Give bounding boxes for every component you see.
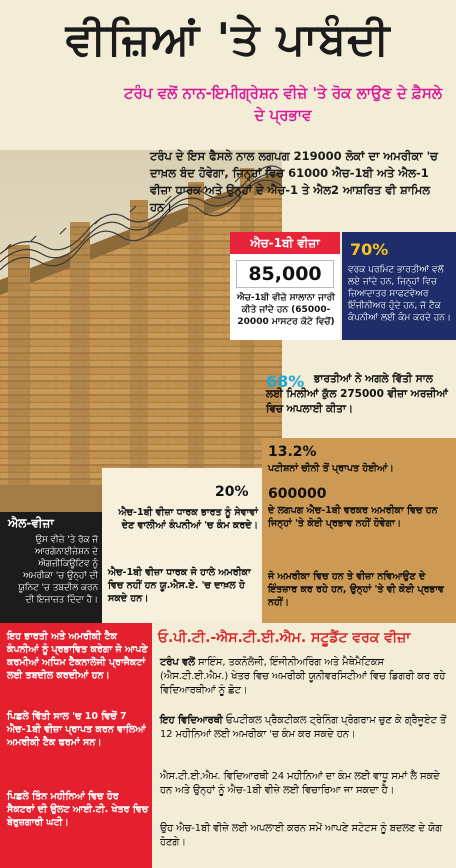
page-title: ਵੀਜ਼ਿਆਂ 'ਤੇ ਪਾਬੰਦੀ [65, 14, 391, 65]
page-subtitle: ਟਰੰਪ ਵਲੋਂ ਨਾਨ-ਇਮੀਗ੍ਰੇਸ਼ਨ ਵੀਜ਼ੇ 'ਤੇ ਰੋਕ ਲਾਉਣ ਦੇ ਫ਼ੈਸਲੇ ਦੇ ਪ੍ਰਭਾਵ [123, 84, 443, 124]
stat-70-description: ਵਰਕ ਪਰਮਿਟ ਭਾਰਤੀਆਂ ਵਲੋਂ ਲਏ ਜਾਂਦੇ ਹਨ, ਜਿਨ੍ਹਾਂ ਵਿਚ ਜ਼ਿਆਦਾਤਰ ਸਾਫਟਵੇਅਰ ਇੰਜੀਨੀਅਰ ਹੁੰਦੇ ਹਨ, ਜੋ ਟੈਕ ਕੰਪਨੀਆਂ ਲਈ ਕੰਮ ਕਰਦੇ ਹਨ। [348, 265, 451, 323]
stat-13-description: ਪਟੀਸ਼ਨਾਂ ਚੀਨੀ ਤੋਂ ਪ੍ਰਾਪਤ ਹੋਈਆਂ। [268, 463, 394, 474]
stat-68-description: ਭਾਰਤੀਆਂ ਨੇ ਅਗਲੇ ਵਿੱਤੀ ਸਾਲ ਲਈ ਮਿਲੀਆਂ ਕੁੱਲ 275000 ਵੀਜ਼ਾ ਅਰਜ਼ੀਆਂ ਵਿਚ ਅਪਲਾਈ ਕੀਤਾ। [266, 373, 448, 415]
opt-p2-text: ਓਪਟੀਕਲ ਪ੍ਰੈਕਟੀਕਲ ਟ੍ਰੇਨਿੰਗ ਪ੍ਰੋਗਰਾਮ ਚੁਣ ਕੇ ਗ੍ਰੈਜੂਏਟ ਤੋਂ 12 ਮਹੀਨਿਆਂ ਲਈ ਅਮਰੀਕਾ 'ਚ ਕੰਮ ਕਰ ਸਕਦੇ ਹਨ। [160, 715, 447, 740]
impact-text-2: ਪਿਛਲੇ ਵਿੱਤੀ ਸਾਲ 'ਚ 10 ਵਿਚੋਂ 7 ਐਚ-1ਬੀ ਵੀਜ਼ਾ ਪ੍ਰਾਪਤ ਕਰਨ ਵਾਲਿਆਂ ਅਮਰੀਕੀ ਟੈਕ ਫਰਮਾਂ ਸਨ। [7, 711, 146, 748]
stat-13-value: 13.2% [268, 444, 317, 460]
stat-68-value: 68% [266, 372, 305, 391]
stat-70-value: 70% [350, 240, 389, 259]
opt-p2-lead: ਇਹ ਵਿਦਿਆਰਥੀ [160, 715, 223, 726]
h1b-number: 85,000 [236, 260, 334, 288]
stat-600000-value: 600000 [268, 486, 327, 502]
intro-text: ਟਰੰਪ ਦੇ ਇਸ ਫੈਸਲੇ ਨਾਲ ਲਗਪਗ 219000 ਲੋਕਾਂ ਦਾ ਅਮਰੀਕਾ 'ਚ ਦਾਖ਼ਲ ਬੰਦ ਹੋਵੇਗਾ, ਜਿਨ੍ਹਾਂ ਵਿਚ 61000 ਐਚ-1ਬੀ ਅਤੇ ਐਲ-1 ਵੀਜ਼ਾ ਧਾਰਕ ਅਤੇ ਉਨ੍ਹਾਂ ਦੇ ਐਚ-1 ਤੇ ਐਲ2 ਆਸ਼ਰਿਤ ਵੀ ਸ਼ਾਮਿਲ ਹਨ। [150, 149, 438, 214]
opt-paragraph-3: ਐਸ.ਟੀ.ਈ.ਐਮ. ਵਿਦਿਆਰਥੀ 24 ਮਹੀਨਿਆਂ ਦਾ ਕੰਮ ਲਈ ਵਾਧੂ ਸਮਾਂ ਲੈ ਸਕਦੇ ਹਨ ਅਤੇ ਉਨ੍ਹਾਂ ਨੂੰ ਐਚ-1ਬੀ ਵੀਜ਼ੇ ਲਈ ਵਿਚਾਰਿਆ ਜਾ ਸਕਦਾ ਹੈ। [160, 771, 440, 796]
opt-section-title: ਓ.ਪੀ.ਟੀ.-ਐਸ.ਟੀ.ਈ.ਐਮ. ਸਟੂਡੈਂਟ ਵਰਕ ਵੀਜ਼ਾ [158, 630, 411, 646]
stat-600000-description: ਦੇ ਲਗਪਗ ਐਚ-1ਬੀ ਵਰਕਰ ਅਮਰੀਕਾ ਵਿਚ ਹਨ ਜਿਨ੍ਹਾਂ 'ਤੇ ਕੋਈ ਪ੍ਰਭਾਵ ਨਹੀਂ ਹੋਵੇਗਾ। [268, 505, 438, 529]
h1b-description: ਐਚ-1ਬੀ ਵੀਜ਼ੇ ਸਾਲਾਨਾ ਜਾਰੀ ਕੀਤੇ ਜਾਂਦੇ ਹਨ (65000-20000 ਮਾਸਟਰ ਕੋਟੇ ਵਿਚੋਂ) [237, 293, 335, 327]
l-visa-title: ਐਲ-ਵੀਜ਼ਾ [8, 516, 54, 530]
stat-20-value: 20% [215, 484, 249, 500]
opt-paragraph-4: ਉਹ ਐਚ-1ਬੀ ਵੀਜ਼ੇ ਲਈ ਅਪਲਾਈ ਕਰਨ ਸਮੇਂ ਆਪਣੇ ਸਟੇਟਸ ਨੂੰ ਬਦਲਣ ਦੇ ਯੋਗ ਹੋਣਗੇ। [160, 823, 443, 848]
renewal-note: ਜੋ ਅਮਰੀਕਾ ਵਿਚ ਹਨ ਤੇ ਵੀਜ਼ਾ ਨਵਿਆਉਣ ਦੇ ਇੰਤਜ਼ਾਰ ਕਰ ਰਹੇ ਹਨ, ਉਨ੍ਹਾਂ 'ਤੇ ਵੀ ਕੋਈ ਪ੍ਰਭਾਵ ਨਹੀਂ। [268, 571, 444, 608]
opt-paragraph-1 [160, 656, 452, 698]
h1b-holders-note: ਐਚ-1ਬੀ ਵੀਜ਼ਾ ਧਾਰਕ ਜੋ ਹਾਲੇ ਅਮਰੀਕਾ ਵਿਚ ਨਹੀਂ ਹਨ ਯੂ.ਐਸ.ਏ. 'ਚ ਦਾਖ਼ਲ ਹੋ ਸਕਦੇ ਹਨ। [108, 567, 251, 604]
opt-p1-lead: ਟਰੰਪ ਵਲੋਂ [160, 657, 195, 668]
impact-text-1: ਇਹ ਭਾਰਤੀ ਅਤੇ ਅਮਰੀਕੀ ਟੈਕ ਕੰਪਨੀਆਂ ਨੂੰ ਪ੍ਰਭਾਵਿਤ ਕਰੇਗਾ ਜੋ ਆਪਣੇ ਕਰਮੀਆਂ ਅਧਿਮ ਟੈਕਨਾਲੋਜੀ ਪ੍ਰਾਜੈਕਟਾਂ ਲਈ ਤਬਦੀਲ ਕਰਦੀਆਂ ਹਨ। [7, 631, 148, 681]
impact-text-3: ਪਿਛਲੇ ਤਿੰਨ ਮਹੀਨਿਆਂ ਵਿਚ ਹੋਰ ਸੈਕਟਰਾਂ ਦੀ ਉਲਟ ਆਈ.ਟੀ. ਖੇਤਰ ਵਿਚ ਬੇਰੁਜ਼ਗਾਰੀ ਘਟੀ। [7, 791, 149, 828]
h1b-tag: ਐਚ-1ਬੀ ਵੀਜ਼ਾ [230, 232, 340, 254]
l-visa-description: ਉਸ ਵੀਜ਼ੇ 'ਤੇ ਰੋਕ ਜੋ ਆਰਗੇਨਾਈਜ਼ੇਸ਼ਨ ਦੇ ਐਗਜ਼ੀਕਿਊਟਿਵ ਨੂੰ ਅਮਰੀਕਾ 'ਚ ਉਨ੍ਹਾਂ ਦੀ ਯੂਨਿਟ 'ਚ ਤਬਦੀਲ ਕਰਨ ਦੀ ਇਜਾਜ਼ਤ ਦਿੰਦਾ ਹੈ। [18, 535, 98, 605]
stat-20-description: ਐਚ-1ਬੀ ਵੀਜ਼ਾ ਧਾਰਕ ਭਾਰਤ ਨੂੰ ਸੇਵਾਵਾਂ ਦੇਣ ਵਾਲੀਆਂ ਕੰਪਨੀਆਂ 'ਚ ਕੰਮ ਕਰਦੇ। [118, 507, 258, 531]
opt-p1-text: ਸਾਇੰਸ, ਤਕਨੋਲੋਜੀ, ਇੰਜੀਨੀਅਰਿੰਗ ਅਤੇ ਮੈਥੇਮੈਟਿਕਸ (ਐਸ.ਟੀ.ਈ.ਐਮ.) ਖੇਤਰ ਵਿਚ ਅਮਰੀਕੀ ਯੂਨੀਵਰਸਿਟੀਆਂ ਵਿਚ ਡਿਗਰੀ ਕਰ ਰਹੇ ਵਿਦਿਆਰਥੀਆਂ ਨੂੰ ਛੋਟ। [160, 657, 446, 696]
opt-paragraph-2 [160, 714, 452, 742]
